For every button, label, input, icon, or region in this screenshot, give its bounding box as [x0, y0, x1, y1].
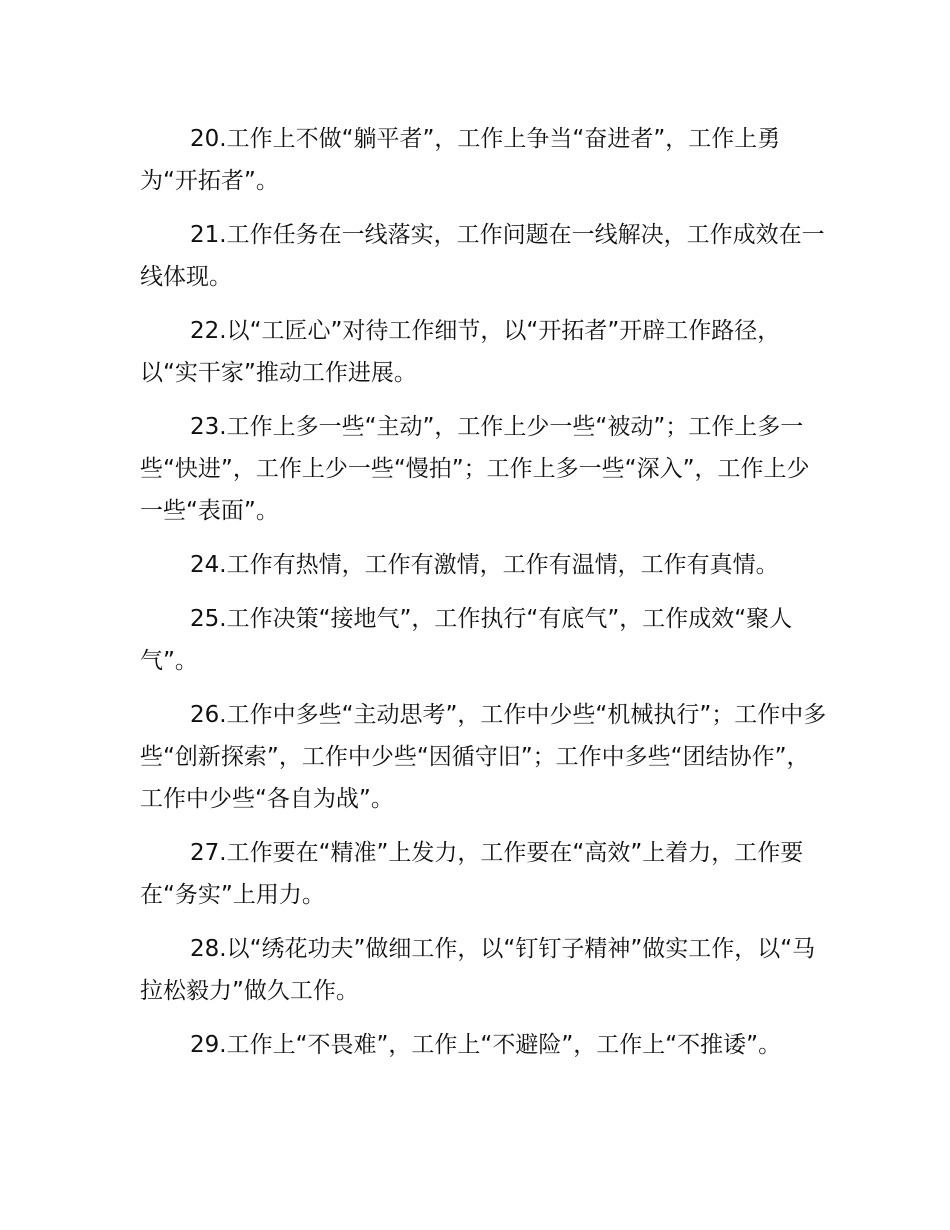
paragraph-23: 23.工作上多一些“主动”，工作上少一些“被动”；工作上多一些“快进”，工作上少一些“慢拍”；工作上多一些“深入”，工作上少一些“表面”。	[140, 414, 810, 524]
paragraph-20: 20.工作上不做“躺平者”，工作上争当“奋进者”，工作上勇为“开拓者”。	[140, 126, 781, 194]
paragraph-26: 26.工作中多些“主动思考”，工作中少些“机械执行”；工作中多些“创新探索”，工作中少些“因循守旧”；工作中多些“团结协作”，工作中少些“各自为战”。	[140, 702, 827, 812]
paragraph-29: 29.工作上“不畏难”，工作上“不避险”，工作上“不推诿”。	[190, 1032, 782, 1058]
paragraph-21: 21.工作任务在一线落实，工作问题在一线解决，工作成效在一线体现。	[140, 222, 825, 290]
paragraph-24: 24.工作有热情，工作有激情，工作有温情，工作有真情。	[190, 552, 779, 578]
paragraph-22: 22.以“工匠心”对待工作细节，以“开拓者”开辟工作路径，以“实干家”推动工作进展。	[140, 318, 781, 386]
paragraph-25: 25.工作决策“接地气”，工作执行“有底气”，工作成效“聚人气”。	[140, 606, 793, 674]
paragraph-28: 28.以“绣花功夫”做细工作，以“钉钉子精神”做实工作，以“马拉松毅力”做久工作。	[140, 936, 816, 1004]
document-body	[140, 118, 830, 1078]
paragraph-27: 27.工作要在“精准”上发力，工作要在“高效”上着力，工作要在“务实”上用力。	[140, 840, 804, 908]
